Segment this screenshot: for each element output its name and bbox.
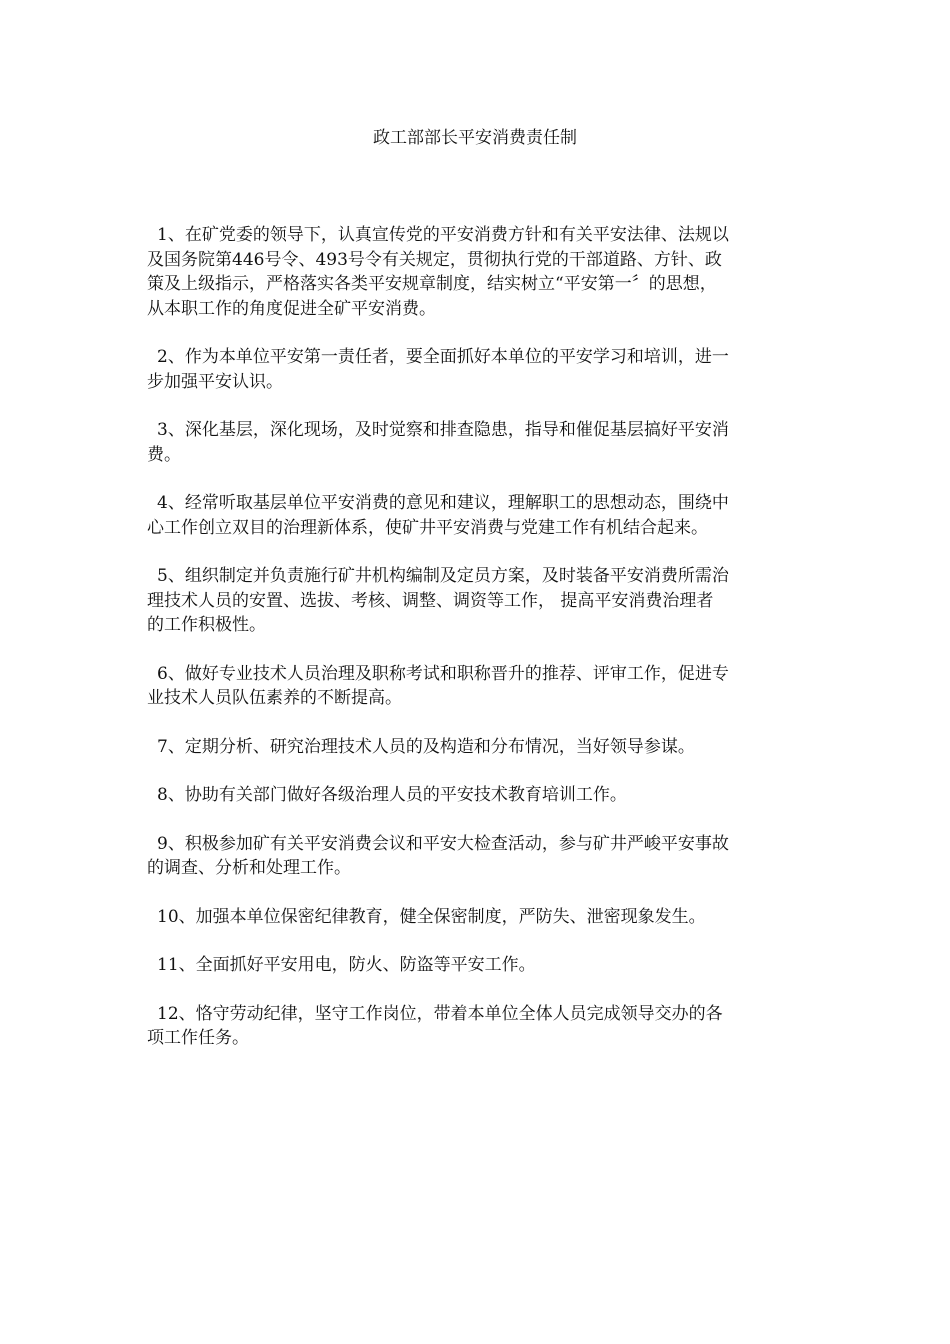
clause-line: 及国务院第446号令、493号令有关规定，贯彻执行党的干部道路、方针、政 <box>147 249 722 270</box>
clause-2 <box>147 345 802 394</box>
clause-1 <box>147 223 802 321</box>
clause-line: 费。 <box>147 444 181 465</box>
clause-line: 策及上级指示，严格落实各类平安规章制度，结实树立“平安第一〞的思想， <box>147 274 717 294</box>
clause-line: 理技术人员的安置、选拔、考核、调整、调资等工作， 提高平安消费治理者 <box>147 590 714 611</box>
clause-line: 2、作为本单位平安第一责任者，要全面抓好本单位的平安学习和培训，进一 <box>157 347 729 367</box>
clause-line: 10、加强本单位保密纪律教育，健全保密制度，严防失、泄密现象发生。 <box>157 906 706 927</box>
clause-9 <box>147 832 802 881</box>
clause-7 <box>152 735 802 760</box>
clause-4 <box>147 491 802 540</box>
clause-line: 9、积极参加矿有关平安消费会议和平安大检查活动，参与矿井严峻平安事故 <box>157 833 729 854</box>
clause-line: 心工作创立双目的治理新体系，使矿井平安消费与党建工作有机结合起来。 <box>147 517 708 538</box>
clause-line: 1、在矿党委的领导下，认真宣传党的平安消费方针和有关平安法律、法规以 <box>157 225 729 245</box>
clause-line: 12、恪守劳动纪律，坚守工作岗位，带着本单位全体人员完成领导交办的各 <box>157 1003 723 1024</box>
clause-line: 8、协助有关部门做好各级治理人员的平安技术教育培训工作。 <box>157 785 627 805</box>
document-title: 政工部部长平安消费责任制 <box>373 128 577 148</box>
clause-line: 项工作任务。 <box>147 1028 249 1048</box>
clause-8 <box>152 783 802 808</box>
clause-line: 4、经常听取基层单位平安消费的意见和建议，理解职工的思想动态，围绕中 <box>157 493 729 513</box>
clause-11 <box>152 953 802 978</box>
clause-3 <box>147 418 802 467</box>
clause-line: 的工作积极性。 <box>147 615 266 635</box>
clause-list <box>147 223 802 1075</box>
clause-line: 7、定期分析、研究治理技术人员的及构造和分布情况，当好领导参谋。 <box>157 736 695 757</box>
clause-line: 3、深化基层，深化现场，及时觉察和排查隐患，指导和催促基层搞好平安消 <box>157 420 729 440</box>
clause-line: 11、全面抓好平安用电，防火、防盗等平安工作。 <box>157 955 536 975</box>
clause-line: 从本职工作的角度促进全矿平安消费。 <box>147 298 436 319</box>
clause-line: 业技术人员队伍素养的不断提高。 <box>147 688 402 708</box>
clause-line: 6、做好专业技术人员治理及职称考试和职称晋升的推荐、评审工作，促进专 <box>157 663 729 684</box>
clause-12 <box>147 1002 802 1051</box>
clause-line: 的调查、分析和处理工作。 <box>147 858 351 878</box>
clause-6 <box>147 662 802 711</box>
clause-line: 5、组织制定并负责施行矿井机构编制及定员方案，及时装备平安消费所需治 <box>157 566 729 586</box>
clause-5 <box>147 564 802 638</box>
clause-line: 步加强平安认识。 <box>147 371 283 392</box>
clause-10 <box>152 905 802 930</box>
